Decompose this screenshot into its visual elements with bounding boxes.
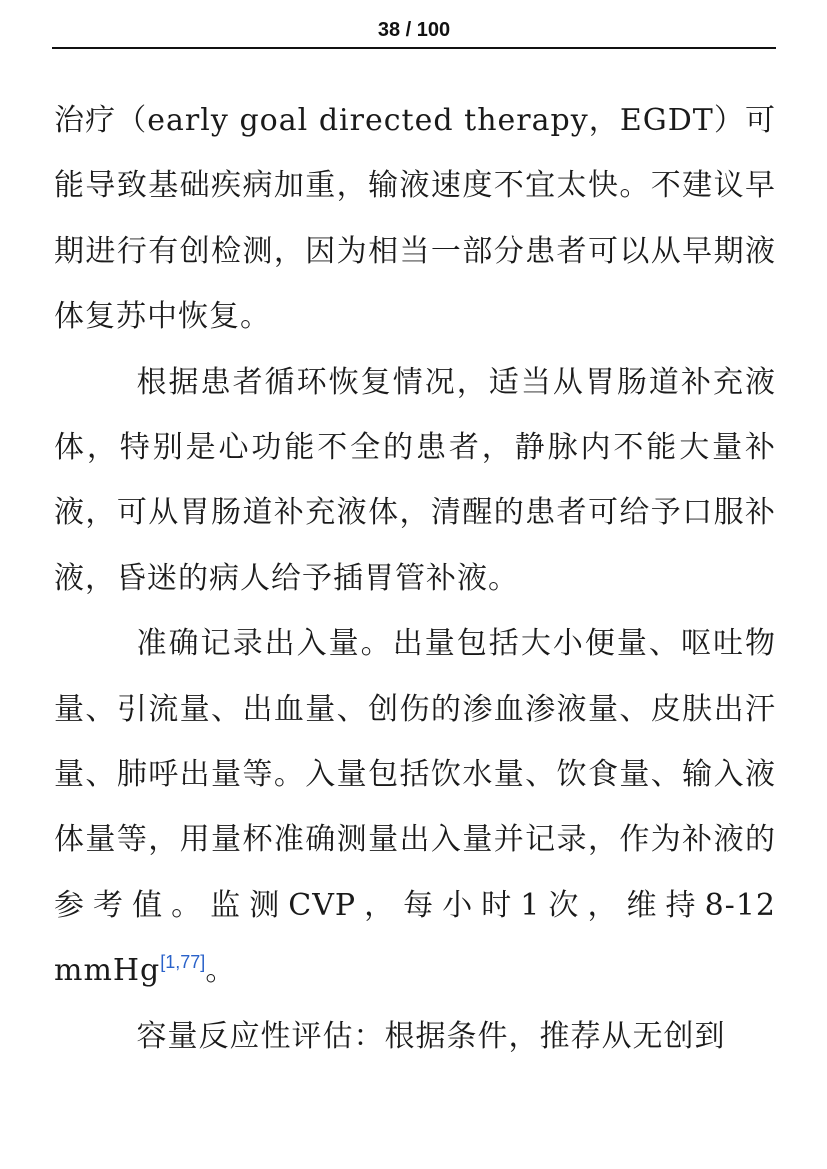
paragraph-gastrointestinal-fluid: 根据患者循环恢复情况，适当从胃肠道补充液体，特别是心功能不全的患者，静脉内不能大量补液，可从胃肠道补充液体，清醒的患者可给予口服补液，昏迷的病人给予插胃管补液。 — [54, 364, 776, 596]
citation-link[interactable]: [1,77] — [160, 952, 206, 973]
page-header — [52, 0, 776, 50]
page-number: 38 / 100 — [377, 19, 451, 41]
paragraph-intake-output-tail: 。 — [205, 953, 237, 989]
header-divider — [52, 47, 776, 49]
paragraph-intake-output-text: 准确记录出入量。出量包括大小便量、呕吐物量、引流量、出血量、创伤的渗血渗液量、皮肤出汗量、肺呼出量等。入量包括饮水量、饮食量、输入液体量等，用量杯准确测量出入量并记录，作为补液的参考值。监测CVP，每小时1次，维持8-12 mmHg — [54, 626, 776, 989]
paragraph-volume-responsiveness: 容量反应性评估：根据条件，推荐从无创到 — [136, 1018, 726, 1054]
paragraph-intake-output — [54, 611, 776, 1003]
paragraph-egdt-continuation: 治疗（early goal directed therapy，EGDT）可能导致基础疾病加重，输液速度不宜太快。不建议早期进行有创检测，因为相当一部分患者可以从早期液体复苏中恢复。 — [54, 103, 776, 335]
document-body — [54, 88, 776, 1069]
